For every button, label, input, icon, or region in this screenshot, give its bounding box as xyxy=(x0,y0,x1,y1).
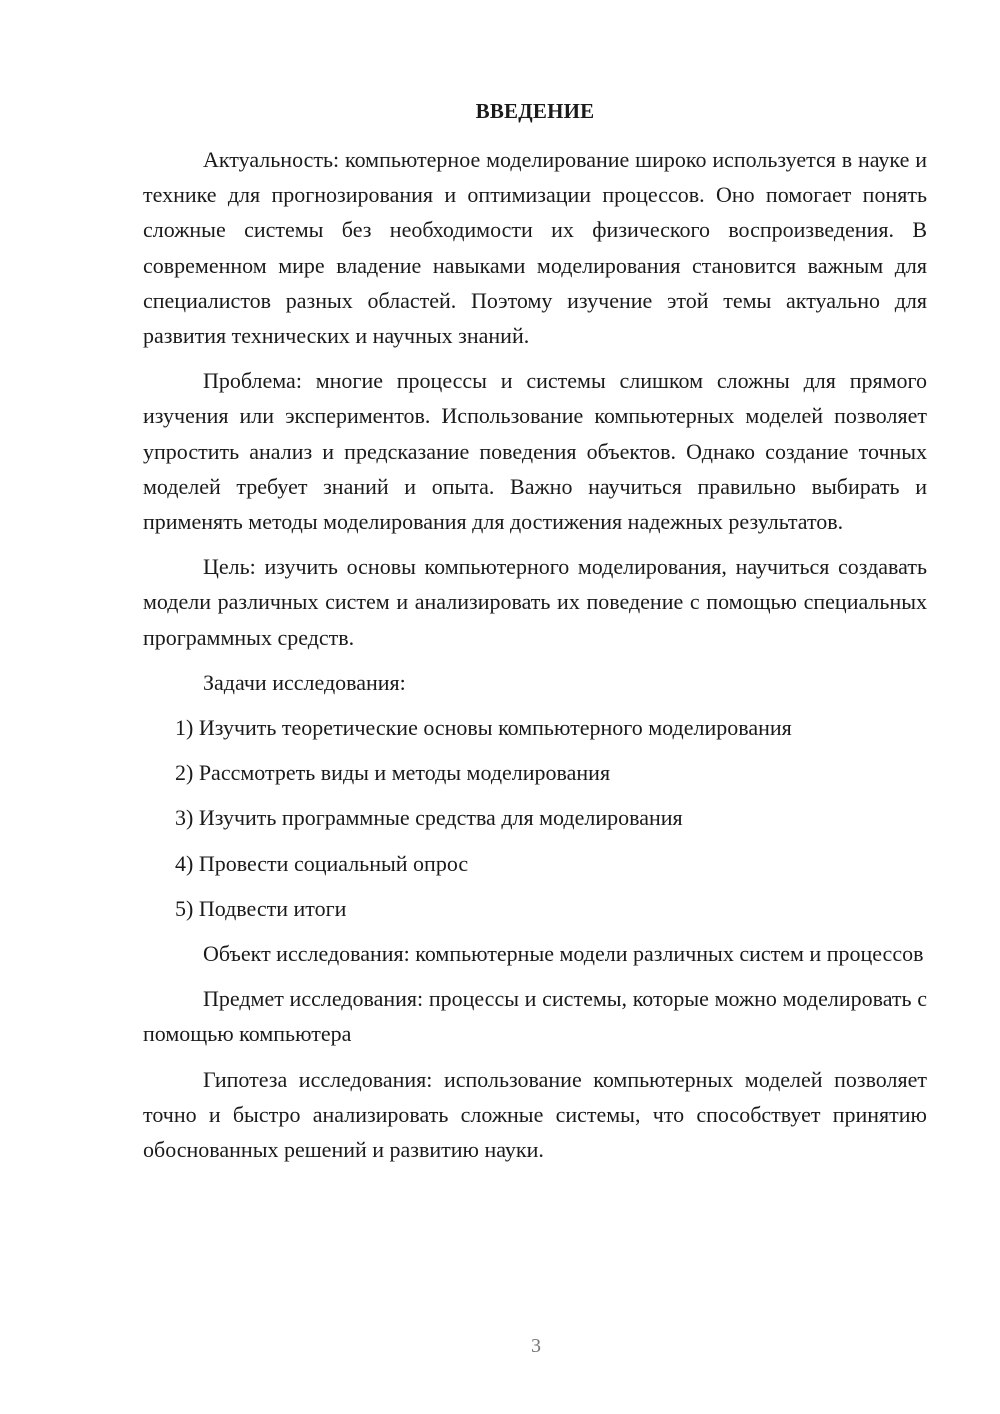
list-item: 2) Рассмотреть виды и методы моделирования xyxy=(175,760,611,786)
relevance-paragraph: Актуальность: компьютерное моделирование широко используется в науке и технике для прогнозирования и оптимизации процессов. Оно помогает понять сложные системы без необходимости их физического воспроизведения. В современном мире владение навыками моделирования становится важным для специалистов разных областей. Поэтому изучение этой темы актуально для развития технических и научных знаний. xyxy=(143,147,927,349)
list-item: 1) Изучить теоретические основы компьютерного моделирования xyxy=(175,715,792,741)
subject-paragraph: Предмет исследования: процессы и системы, которые можно моделировать с помощью компьютера xyxy=(143,986,927,1047)
goal-paragraph: Цель: изучить основы компьютерного моделирования, научиться создавать модели различных систем и анализировать их поведение с помощью специальных программных средств. xyxy=(143,554,927,650)
tasks-heading: Задачи исследования: xyxy=(203,669,406,695)
list-item: 3) Изучить программные средства для моделирования xyxy=(175,805,683,831)
hypothesis-paragraph: Гипотеза исследования: использование компьютерных моделей позволяет точно и быстро анализировать сложные системы, что способствует принятию обоснованных решений и развитию науки. xyxy=(143,1066,927,1163)
problem-paragraph: Проблема: многие процессы и системы слишком сложны для прямого изучения или экспериментов. Использование компьютерных моделей позволяет упростить анализ и предсказание поведения объектов. Однако создание точных моделей требует знаний и опыта. Важно научиться правильно выбирать и применять методы моделирования для достижения надежных результатов. xyxy=(143,368,927,535)
section-title: ВВЕДЕНИЕ xyxy=(475,99,595,123)
list-item: 4) Провести социальный опрос xyxy=(175,850,469,876)
list-item: 5) Подвести итоги xyxy=(175,895,347,921)
tasks-list xyxy=(143,710,927,926)
object-paragraph: Объект исследования: компьютерные модели различных систем и процессов xyxy=(203,941,924,967)
page-number: 3 xyxy=(531,1335,541,1357)
document-page xyxy=(143,96,927,1177)
